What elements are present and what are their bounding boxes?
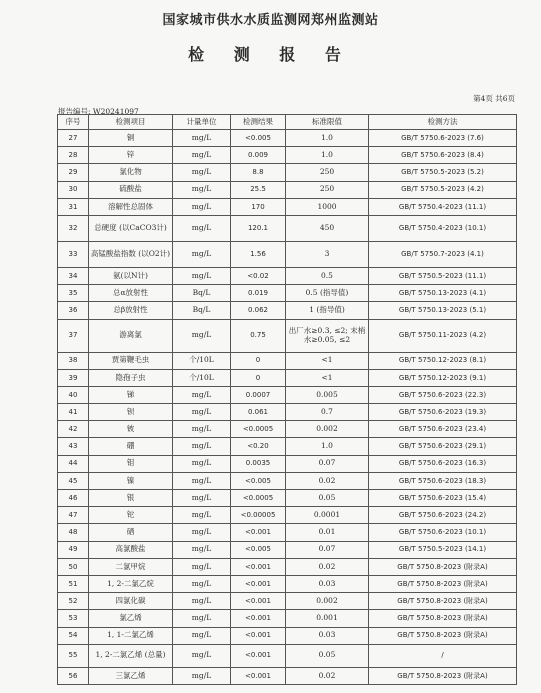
test-result: 1.56 <box>231 241 286 267</box>
standard-limit: 1.0 <box>286 438 369 455</box>
test-result: 0.062 <box>231 302 286 319</box>
unit: mg/L <box>173 404 231 421</box>
test-method: GB/T 5750.6-2023 (16.3) <box>369 455 517 472</box>
test-method: GB/T 5750.6-2023 (8.4) <box>369 147 517 164</box>
test-result: 0 <box>231 352 286 369</box>
test-item: 硼 <box>89 438 173 455</box>
test-item: 锌 <box>89 147 173 164</box>
unit: mg/L <box>173 215 231 241</box>
test-item: 氨(以N计) <box>89 267 173 284</box>
table-row <box>58 541 517 558</box>
table-row <box>58 644 517 667</box>
table-row <box>58 421 517 438</box>
report-title: 检 测 报 告 <box>188 45 353 64</box>
test-item: 游离氯 <box>89 319 173 352</box>
page-info: 第4页 共6页 <box>473 94 515 103</box>
test-method: GB/T 5750.8-2023 (附录A) <box>369 558 517 575</box>
unit: mg/L <box>173 455 231 472</box>
test-result: 0.75 <box>231 319 286 352</box>
test-result: 170 <box>231 198 286 215</box>
table-row <box>58 285 517 302</box>
row-number: 33 <box>58 241 89 267</box>
row-number: 49 <box>58 541 89 558</box>
test-result: <0.20 <box>231 438 286 455</box>
unit: mg/L <box>173 558 231 575</box>
standard-limit: 0.001 <box>286 610 369 627</box>
unit: mg/L <box>173 507 231 524</box>
table-row <box>58 319 517 352</box>
test-result: 0 <box>231 369 286 386</box>
test-method: GB/T 5750.5-2023 (4.2) <box>369 181 517 198</box>
table-row <box>58 472 517 489</box>
test-item: 溶解性总固体 <box>89 198 173 215</box>
table-row <box>58 352 517 369</box>
test-item: 氯乙烯 <box>89 610 173 627</box>
row-number: 35 <box>58 285 89 302</box>
table-row <box>58 558 517 575</box>
test-item: 硫酸盐 <box>89 181 173 198</box>
table-header-row <box>58 115 517 130</box>
test-item: 铍 <box>89 421 173 438</box>
standard-limit: 0.002 <box>286 593 369 610</box>
test-method: GB/T 5750.6-2023 (10.1) <box>369 524 517 541</box>
row-number: 30 <box>58 181 89 198</box>
test-method: GB/T 5750.8-2023 (附录A) <box>369 575 517 592</box>
test-method: GB/T 5750.6-2023 (23.4) <box>369 421 517 438</box>
test-item: 钡 <box>89 404 173 421</box>
test-method: GB/T 5750.6-2023 (29.1) <box>369 438 517 455</box>
standard-limit: 0.5 (指导值) <box>286 285 369 302</box>
unit: mg/L <box>173 610 231 627</box>
unit: mg/L <box>173 130 231 147</box>
standard-limit: 1000 <box>286 198 369 215</box>
test-result: <0.001 <box>231 558 286 575</box>
unit: mg/L <box>173 438 231 455</box>
standard-limit: 450 <box>286 215 369 241</box>
row-number: 51 <box>58 575 89 592</box>
row-number: 37 <box>58 319 89 352</box>
row-number: 53 <box>58 610 89 627</box>
test-method: GB/T 5750.12-2023 (8.1) <box>369 352 517 369</box>
standard-limit: 0.7 <box>286 404 369 421</box>
table-row <box>58 215 517 241</box>
table-row <box>58 610 517 627</box>
standard-limit: 0.0001 <box>286 507 369 524</box>
row-number: 45 <box>58 472 89 489</box>
row-number: 28 <box>58 147 89 164</box>
test-method: GB/T 5750.5-2023 (14.1) <box>369 541 517 558</box>
row-number: 38 <box>58 352 89 369</box>
standard-limit: 3 <box>286 241 369 267</box>
row-number: 29 <box>58 164 89 181</box>
test-method: GB/T 5750.11-2023 (4.2) <box>369 319 517 352</box>
test-item: 钼 <box>89 455 173 472</box>
row-number: 32 <box>58 215 89 241</box>
test-result: <0.001 <box>231 575 286 592</box>
test-item: 总β放射性 <box>89 302 173 319</box>
row-number: 56 <box>58 667 89 684</box>
test-method: GB/T 5750.13-2023 (4.1) <box>369 285 517 302</box>
standard-limit: <1 <box>286 352 369 369</box>
table-row <box>58 198 517 215</box>
row-number: 27 <box>58 130 89 147</box>
row-number: 31 <box>58 198 89 215</box>
standard-limit: 0.05 <box>286 490 369 507</box>
test-result: 0.009 <box>231 147 286 164</box>
unit: mg/L <box>173 421 231 438</box>
table-row <box>58 164 517 181</box>
standard-limit: 1.0 <box>286 147 369 164</box>
test-method: GB/T 5750.5-2023 (5.2) <box>369 164 517 181</box>
row-number: 44 <box>58 455 89 472</box>
table-row <box>58 181 517 198</box>
test-result: <0.001 <box>231 667 286 684</box>
unit: mg/L <box>173 147 231 164</box>
standard-limit: 0.07 <box>286 541 369 558</box>
test-result: <0.001 <box>231 644 286 667</box>
test-result: 0.0035 <box>231 455 286 472</box>
test-item: 铊 <box>89 507 173 524</box>
test-result: <0.02 <box>231 267 286 284</box>
test-result: <0.00005 <box>231 507 286 524</box>
test-item: 高氯酸盐 <box>89 541 173 558</box>
row-number: 46 <box>58 490 89 507</box>
standard-limit: 0.002 <box>286 421 369 438</box>
test-item: 总硬度 (以CaCO3计) <box>89 215 173 241</box>
column-header: 检测方法 <box>369 115 517 130</box>
standard-limit: 0.005 <box>286 386 369 403</box>
test-method: GB/T 5750.4-2023 (11.1) <box>369 198 517 215</box>
test-item: 1, 1-二氯乙烯 <box>89 627 173 644</box>
test-method: GB/T 5750.8-2023 (附录A) <box>369 610 517 627</box>
standard-limit: 0.02 <box>286 472 369 489</box>
test-item: 高锰酸盐指数 (以O2计) <box>89 241 173 267</box>
test-item: 铜 <box>89 130 173 147</box>
test-method: GB/T 5750.6-2023 (24.2) <box>369 507 517 524</box>
standard-limit: 250 <box>286 181 369 198</box>
standard-limit: 0.5 <box>286 267 369 284</box>
test-result: 25.5 <box>231 181 286 198</box>
test-result: <0.001 <box>231 627 286 644</box>
test-result: 0.061 <box>231 404 286 421</box>
row-number: 34 <box>58 267 89 284</box>
table-row <box>58 524 517 541</box>
test-result: <0.001 <box>231 610 286 627</box>
unit: mg/L <box>173 667 231 684</box>
test-item: 四氯化碳 <box>89 593 173 610</box>
standard-limit: 0.01 <box>286 524 369 541</box>
table-row <box>58 667 517 684</box>
test-result: <0.0005 <box>231 421 286 438</box>
test-result: 0.0007 <box>231 386 286 403</box>
column-header: 检测项目 <box>89 115 173 130</box>
test-method: GB/T 5750.8-2023 (附录A) <box>369 667 517 684</box>
test-item: 隐孢子虫 <box>89 369 173 386</box>
unit: mg/L <box>173 267 231 284</box>
standard-limit: 0.02 <box>286 667 369 684</box>
unit: mg/L <box>173 164 231 181</box>
unit: mg/L <box>173 386 231 403</box>
test-method: GB/T 5750.6-2023 (18.3) <box>369 472 517 489</box>
test-item: 1, 2-二氯乙烯 (总量) <box>89 644 173 667</box>
row-number: 39 <box>58 369 89 386</box>
row-number: 43 <box>58 438 89 455</box>
results-table <box>57 114 517 685</box>
table-row <box>58 438 517 455</box>
table-row <box>58 507 517 524</box>
row-number: 42 <box>58 421 89 438</box>
row-number: 40 <box>58 386 89 403</box>
test-method: GB/T 5750.6-2023 (22.3) <box>369 386 517 403</box>
column-header: 序号 <box>58 115 89 130</box>
test-item: 贾第鞭毛虫 <box>89 352 173 369</box>
test-item: 1, 2-二氯乙烷 <box>89 575 173 592</box>
test-method: GB/T 5750.6-2023 (7.6) <box>369 130 517 147</box>
table-row <box>58 490 517 507</box>
standard-limit: 0.07 <box>286 455 369 472</box>
unit: mg/L <box>173 575 231 592</box>
table-row <box>58 130 517 147</box>
unit: mg/L <box>173 319 231 352</box>
standard-limit: <1 <box>286 369 369 386</box>
table-row <box>58 267 517 284</box>
standard-limit: 出厂水≥0.3, ≤2; 末梢水≥0.05, ≤2 <box>286 319 369 352</box>
unit: mg/L <box>173 524 231 541</box>
row-number: 36 <box>58 302 89 319</box>
unit: mg/L <box>173 541 231 558</box>
standard-limit: 250 <box>286 164 369 181</box>
test-item: 镍 <box>89 472 173 489</box>
standard-limit: 0.03 <box>286 575 369 592</box>
table-row <box>58 302 517 319</box>
test-result: <0.001 <box>231 593 286 610</box>
unit: mg/L <box>173 198 231 215</box>
test-method: / <box>369 644 517 667</box>
test-item: 锑 <box>89 386 173 403</box>
test-item: 三氯乙烯 <box>89 667 173 684</box>
table-row <box>58 241 517 267</box>
column-header: 检测结果 <box>231 115 286 130</box>
table-row <box>58 147 517 164</box>
test-result: 0.019 <box>231 285 286 302</box>
test-result: <0.005 <box>231 472 286 489</box>
test-method: GB/T 5750.7-2023 (4.1) <box>369 241 517 267</box>
organization-name: 国家城市供水水质监测网郑州监测站 <box>162 13 379 28</box>
row-number: 41 <box>58 404 89 421</box>
test-method: GB/T 5750.6-2023 (19.3) <box>369 404 517 421</box>
unit: mg/L <box>173 181 231 198</box>
unit: mg/L <box>173 490 231 507</box>
row-number: 48 <box>58 524 89 541</box>
standard-limit: 0.05 <box>286 644 369 667</box>
row-number: 47 <box>58 507 89 524</box>
test-method: GB/T 5750.8-2023 (附录A) <box>369 593 517 610</box>
table-row <box>58 369 517 386</box>
unit: 个/10L <box>173 369 231 386</box>
standard-limit: 1.0 <box>286 130 369 147</box>
unit: mg/L <box>173 472 231 489</box>
test-item: 总α放射性 <box>89 285 173 302</box>
unit: Bq/L <box>173 302 231 319</box>
unit: 个/10L <box>173 352 231 369</box>
unit: mg/L <box>173 644 231 667</box>
test-result: <0.005 <box>231 541 286 558</box>
test-item: 银 <box>89 490 173 507</box>
table-row <box>58 404 517 421</box>
column-header: 计量单位 <box>173 115 231 130</box>
test-result: 8.8 <box>231 164 286 181</box>
test-result: <0.001 <box>231 524 286 541</box>
test-method: GB/T 5750.12-2023 (9.1) <box>369 369 517 386</box>
standard-limit: 1 (指导值) <box>286 302 369 319</box>
column-header: 标准限值 <box>286 115 369 130</box>
row-number: 55 <box>58 644 89 667</box>
test-item: 硒 <box>89 524 173 541</box>
test-item: 氯化物 <box>89 164 173 181</box>
report-number: 报告编号: W20241097 <box>58 107 139 116</box>
row-number: 50 <box>58 558 89 575</box>
test-method: GB/T 5750.13-2023 (5.1) <box>369 302 517 319</box>
table-row <box>58 386 517 403</box>
test-method: GB/T 5750.5-2023 (11.1) <box>369 267 517 284</box>
unit: mg/L <box>173 627 231 644</box>
unit: mg/L <box>173 593 231 610</box>
test-method: GB/T 5750.8-2023 (附录A) <box>369 627 517 644</box>
test-result: <0.005 <box>231 130 286 147</box>
test-result: 120.1 <box>231 215 286 241</box>
standard-limit: 0.03 <box>286 627 369 644</box>
row-number: 52 <box>58 593 89 610</box>
test-result: <0.0005 <box>231 490 286 507</box>
table-row <box>58 627 517 644</box>
test-method: GB/T 5750.4-2023 (10.1) <box>369 215 517 241</box>
table-row <box>58 593 517 610</box>
standard-limit: 0.02 <box>286 558 369 575</box>
unit: mg/L <box>173 241 231 267</box>
test-item: 二氯甲烷 <box>89 558 173 575</box>
table-row <box>58 455 517 472</box>
test-method: GB/T 5750.6-2023 (15.4) <box>369 490 517 507</box>
table-row <box>58 575 517 592</box>
unit: Bq/L <box>173 285 231 302</box>
row-number: 54 <box>58 627 89 644</box>
